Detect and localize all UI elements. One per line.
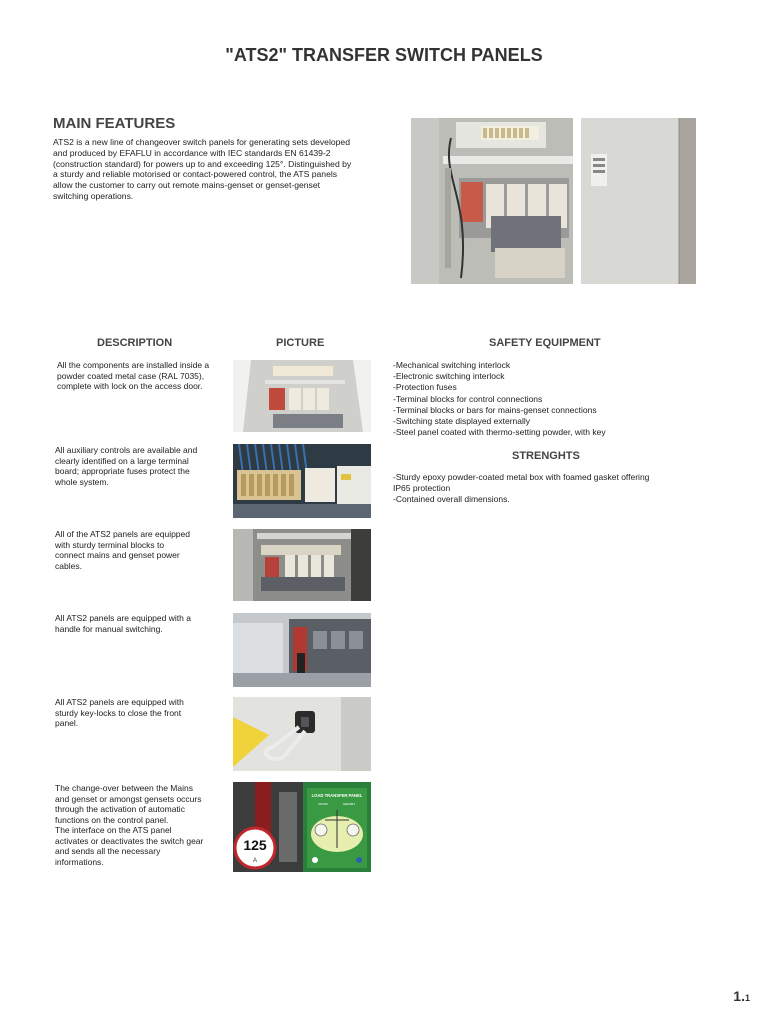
description-line: sturdy key-locks to close the front	[55, 707, 182, 718]
ammeter-photo	[233, 782, 303, 872]
terminal-blocks-photo	[233, 529, 371, 601]
description-line: board; appropriate fuses protect the	[55, 466, 190, 476]
description-line: All of the ATS2 panels are equipped	[55, 529, 190, 539]
strength-item: -Sturdy epoxy powder-coated metal box with foamed gasket offering	[393, 472, 650, 482]
description-line: clearly identified on a large terminal	[55, 455, 189, 466]
closed-cabinet-photo	[581, 118, 696, 284]
safety-item: -Steel panel coated with thermo-setting powder, with key	[393, 427, 606, 438]
description-line: cables.	[55, 560, 82, 571]
safety-item: -Electronic switching interlock	[393, 371, 505, 382]
safety-item: -Switching state displayed externally	[393, 416, 531, 427]
description-line: All auxiliary controls are available and	[55, 445, 198, 455]
description-line: functions on the control panel.	[55, 814, 169, 825]
description-line: The interface on the ATS panel	[55, 825, 172, 835]
main-features-line: a sturdy and reliable motorised or contact-powered control, the ATS panels	[53, 169, 338, 180]
main-features-line: and produced by EFAFLU in accordance with IEC standards EN 61439-2	[53, 147, 331, 158]
safety-item: -Terminal blocks for control connections	[393, 393, 543, 404]
strengths-list	[393, 472, 713, 506]
description-line: powder coated metal case (RAL 7035),	[57, 370, 205, 381]
description-line: handle for manual switching.	[55, 623, 163, 634]
description-text	[55, 529, 215, 571]
main-features-line: ATS2 is a new line of changeover switch panels for generating sets developed	[53, 137, 350, 147]
description-line: and genset or amongst gensets occurs	[55, 793, 202, 804]
strength-item: IP65 protection	[393, 483, 451, 494]
description-line: connect mains and genset power	[55, 550, 180, 560]
description-line: with sturdy terminal blocks to	[55, 539, 165, 550]
description-line: All ATS2 panels are equipped with	[55, 697, 184, 707]
terminal-board-photo	[233, 444, 371, 518]
strengths-heading: STRENGHTS	[512, 450, 580, 462]
picture-heading: PICTURE	[276, 337, 325, 349]
safety-equipment-list	[393, 360, 713, 438]
panel-label: LOAD TRANSFER PANEL	[311, 793, 363, 798]
main-panel-photo	[411, 118, 573, 284]
description-text	[55, 697, 215, 729]
description-text	[55, 613, 215, 634]
ammeter-value: 125	[243, 837, 267, 853]
description-line: and sends all the necessary	[55, 846, 161, 856]
description-text	[55, 445, 215, 487]
page-number-sub: 1	[744, 993, 750, 1003]
mains-label: MAINS	[318, 802, 328, 806]
strength-item: -Contained overall dimensions.	[393, 494, 510, 505]
description-text	[57, 360, 217, 392]
description-line: activates or deactivates the switch gear	[55, 835, 204, 846]
description-heading: DESCRIPTION	[97, 337, 173, 349]
description-line: complete with lock on the access door.	[57, 381, 203, 391]
main-features-line: switching operations.	[53, 190, 134, 201]
main-features-line: allow the customer to carry out remote mains-genset or genset-genset	[53, 180, 321, 191]
main-features-heading: MAIN FEATURES	[53, 115, 176, 132]
page-title: "ATS2" TRANSFER SWITCH PANELS	[225, 45, 543, 65]
main-features-line: (construction standard) for powers up to and exceeding 125°. Distinguished by	[53, 158, 352, 169]
safety-item: -Protection fuses	[393, 382, 457, 393]
page-number	[733, 988, 750, 1004]
main-features-text	[53, 137, 383, 202]
description-line: All the components are installed inside a	[57, 360, 210, 370]
key-lock-photo	[233, 697, 371, 771]
description-line: All ATS2 panels are equipped with a	[55, 613, 191, 623]
safety-item: -Mechanical switching interlock	[393, 360, 511, 370]
description-text	[55, 783, 215, 867]
description-line: informations.	[55, 856, 104, 867]
genset-label: GENSET	[342, 802, 356, 806]
safety-item: -Terminal blocks or bars for mains-genset connections	[393, 404, 597, 415]
description-line: whole system.	[55, 476, 109, 487]
control-panel-photo	[303, 782, 371, 872]
page-number-main: 1.	[733, 988, 745, 1004]
manual-handle-photo	[233, 613, 371, 687]
ammeter-unit: A	[252, 858, 258, 864]
description-line: panel.	[55, 718, 79, 728]
cabinet-interior-photo	[233, 360, 371, 432]
description-line: through the activation of automatic	[55, 804, 185, 814]
safety-equipment-heading: SAFETY EQUIPMENT	[489, 337, 601, 349]
description-line: The change-over between the Mains	[55, 783, 193, 793]
